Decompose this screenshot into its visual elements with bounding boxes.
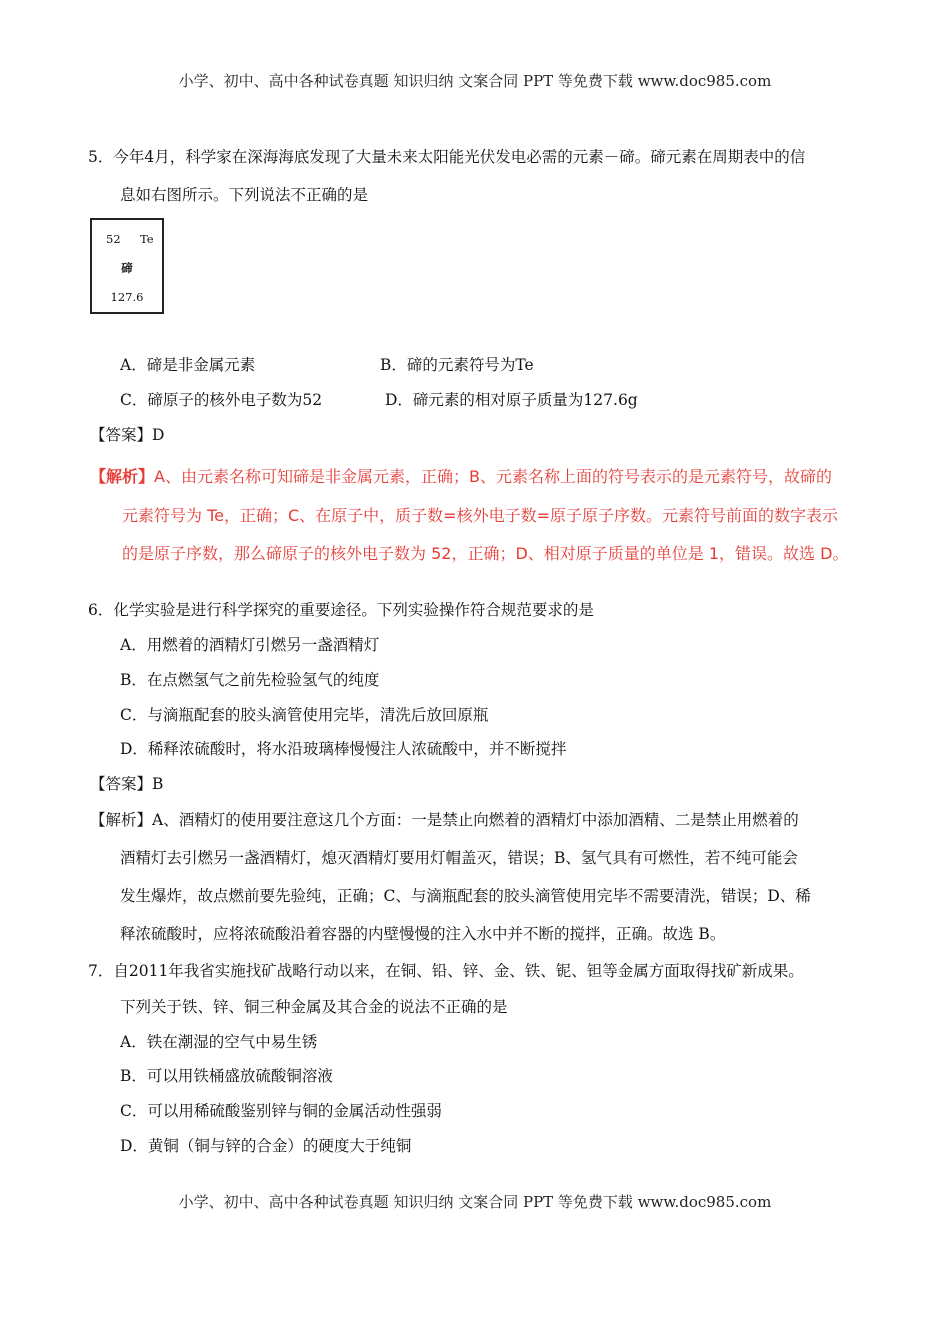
page-footer: 小学、初中、高中各种试卷真题 知识归纳 文案合同 PPT 等免费下载 www.doc985.com xyxy=(178,1193,772,1211)
q7-option-c: C．可以用稀硫酸鉴别锌与铜的金属活动性强弱 xyxy=(120,1102,442,1120)
page-header: 小学、初中、高中各种试卷真题 知识归纳 文案合同 PPT 等免费下载 www.doc985.com xyxy=(178,72,772,90)
q5-analysis-text1: A、由元素名称可知碲是非金属元素，正确；B、元素名称上面的符号表示的是元素符号，故碲的 xyxy=(154,467,832,486)
q6-option-c: C．与滴瓶配套的胶头滴管使用完毕，清洗后放回原瓶 xyxy=(120,706,489,724)
q5-option-b: B．碲的元素符号为Te xyxy=(380,356,534,374)
q6-stem: 6．化学实验是进行科学探究的重要途径。下列实验操作符合规范要求的是 xyxy=(88,601,594,619)
q6-analysis-line3: 发生爆炸，故点燃前要先验纯，正确；C、与滴瓶配套的胶头滴管使用完毕不需要清洗，错误；D、稀 xyxy=(120,887,811,905)
element-symbol: Te xyxy=(140,232,154,246)
element-atomic-number: 52 xyxy=(106,232,121,246)
q7-stem-line2: 下列关于铁、锌、铜三种金属及其合金的说法不正确的是 xyxy=(120,998,508,1016)
q7-option-a: A．铁在潮湿的空气中易生锈 xyxy=(120,1033,318,1051)
q5-option-c: C．碲原子的核外电子数为52 xyxy=(120,391,323,409)
q5-answer: 【答案】D xyxy=(90,426,165,444)
q6-option-d: D．稀释浓硫酸时，将水沿玻璃棒慢慢注人浓硫酸中，并不断搅拌 xyxy=(120,740,567,758)
q6-answer: 【答案】B xyxy=(90,775,164,793)
q5-stem-line2: 息如右图所示。下列说法不正确的是 xyxy=(120,186,369,204)
q7-option-d: D．黄铜（铜与锌的合金）的硬度大于纯铜 xyxy=(120,1137,412,1155)
element-tile-tellurium xyxy=(90,218,164,314)
q6-analysis-line2: 酒精灯去引燃另一盏酒精灯，熄灭酒精灯要用灯帽盖灭，错误；B、氢气具有可燃性，若不纯可能会 xyxy=(120,849,798,867)
q5-option-a: A．碲是非金属元素 xyxy=(120,356,256,374)
q6-option-b: B．在点燃氢气之前先检验氢气的纯度 xyxy=(120,671,380,689)
q7-option-b: B．可以用铁桶盛放硫酸铜溶液 xyxy=(120,1067,333,1085)
element-name: 碲 xyxy=(121,261,133,275)
q5-stem-line1: 5．今年4月，科学家在深海海底发现了大量未来太阳能光伏发电必需的元素－碲。碲元素在周期表中的信 xyxy=(88,148,806,166)
element-atomic-mass: 127.6 xyxy=(110,290,144,304)
q6-analysis-line4: 释浓硫酸时，应将浓硫酸沿着容器的内壁慢慢的注入水中并不断的搅拌，正确。故选 B。 xyxy=(120,925,726,943)
q7-stem-line1: 7．自2011年我省实施找矿战略行动以来，在铜、铅、锌、金、铁、铌、钽等金属方面取得找矿新成果。 xyxy=(88,962,804,980)
q5-option-d: D．碲元素的相对原子质量为127.6g xyxy=(385,391,638,409)
q6-analysis-line1: 【解析】A、酒精灯的使用要注意这几个方面：一是禁止向燃着的酒精灯中添加酒精、二是禁止用燃着的 xyxy=(90,811,799,829)
q5-analysis-line1 xyxy=(90,467,832,487)
q5-analysis-tag: 【解析】 xyxy=(90,467,155,486)
q6-option-a: A．用燃着的酒精灯引燃另一盏酒精灯 xyxy=(120,636,380,654)
q5-analysis-line2: 元素符号为 Te，正确；C、在原子中，质子数=核外电子数=原子原子序数。元素符号前面的数字表示 xyxy=(122,506,838,525)
q5-analysis-line3: 的是原子序数，那么碲原子的核外电子数为 52，正确；D、相对原子质量的单位是 1，错误。故选 D。 xyxy=(122,544,849,563)
